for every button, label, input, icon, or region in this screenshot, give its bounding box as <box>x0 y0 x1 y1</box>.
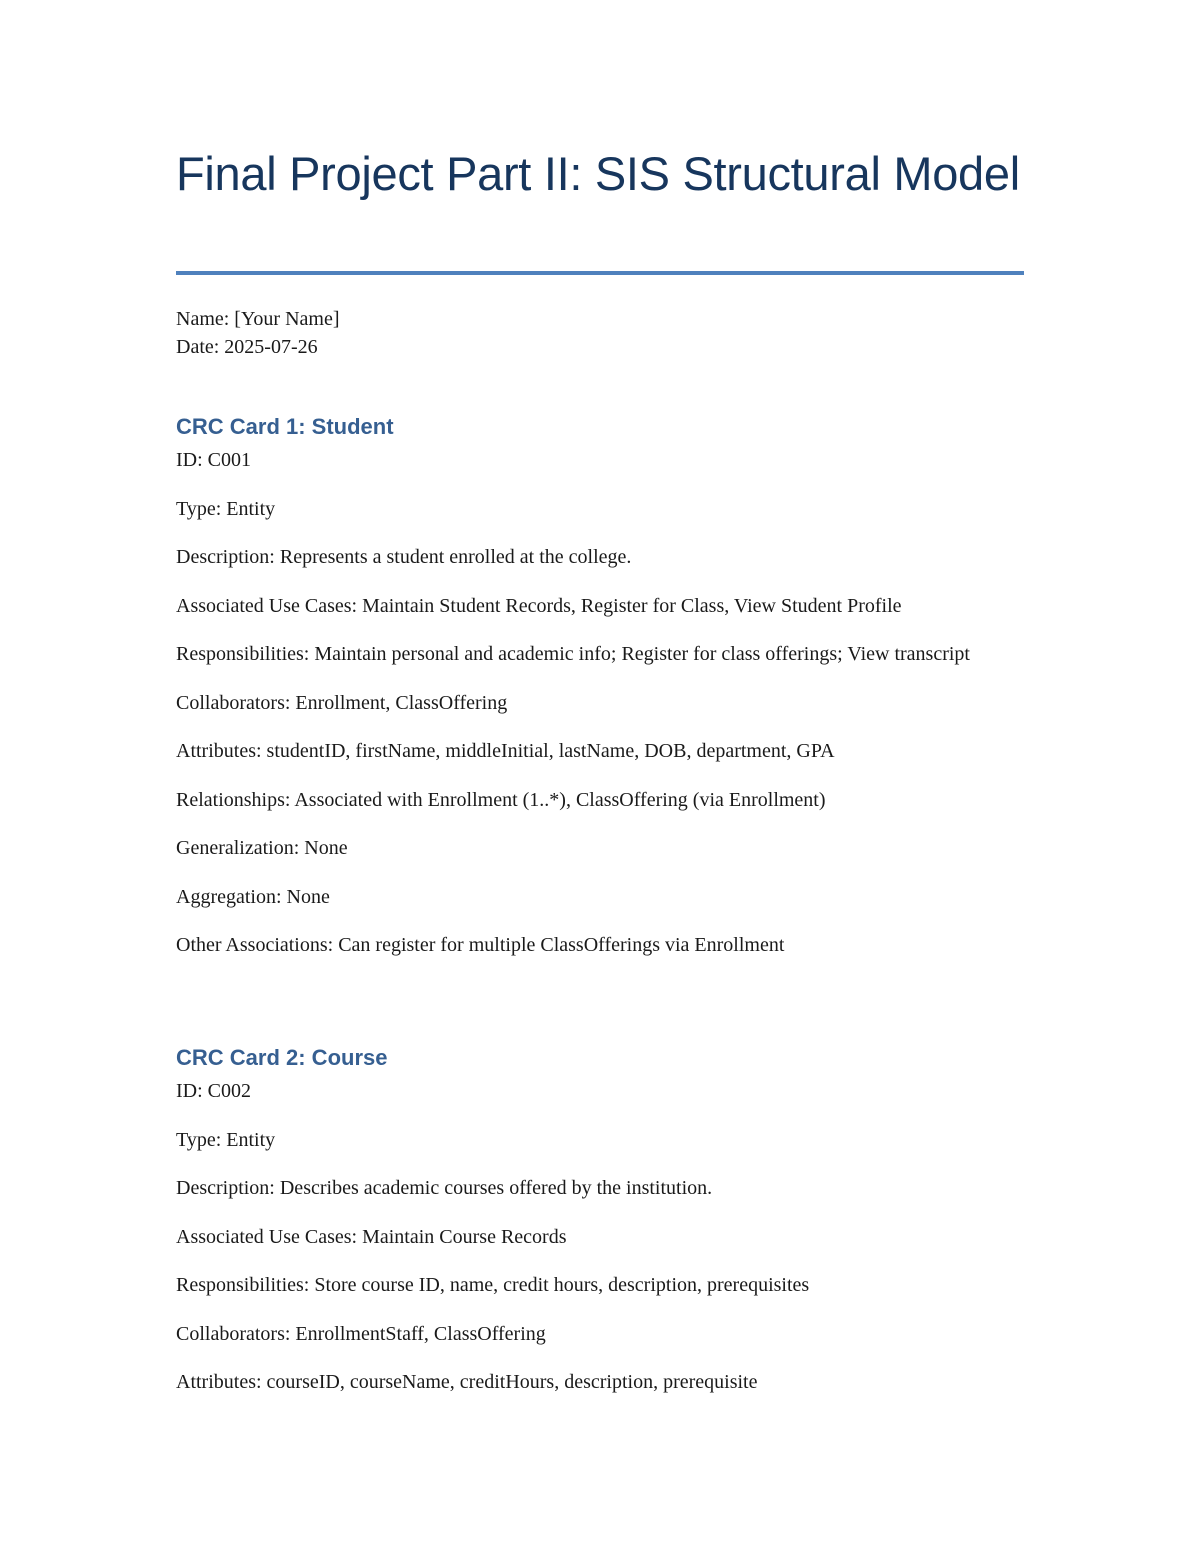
field-associated-use-cases: Associated Use Cases: Maintain Course Records <box>176 1225 567 1248</box>
crc-card-course <box>176 1043 1024 1417</box>
field-associated-use-cases: Associated Use Cases: Maintain Student Records, Register for Class, View Student Profile <box>176 594 902 617</box>
title-underline-rule <box>176 271 1024 275</box>
field-responsibilities: Responsibilities: Store course ID, name, credit hours, description, prerequisites <box>176 1274 810 1296</box>
field-attributes: Attributes: courseID, courseName, creditHours, description, prerequisite <box>176 1371 758 1393</box>
field-type: Type: Entity <box>176 497 276 520</box>
card-heading: CRC Card 2: Course <box>176 1045 388 1070</box>
field-id: ID: C001 <box>176 449 251 471</box>
field-aggregation: Aggregation: None <box>176 885 330 908</box>
field-collaborators: Collaborators: EnrollmentStaff, ClassOffering <box>176 1322 546 1345</box>
document-meta <box>176 305 340 361</box>
document-title: Final Project Part II: SIS Structural Model <box>176 147 1020 200</box>
crc-card-student <box>176 412 1024 980</box>
name-line: Name: [Your Name] <box>176 308 340 330</box>
card-heading: CRC Card 1: Student <box>176 414 394 439</box>
field-generalization: Generalization: None <box>176 837 348 859</box>
field-relationships: Relationships: Associated with Enrollment (1..*), ClassOffering (via Enrollment) <box>176 788 826 811</box>
field-description: Description: Represents a student enrolled at the college. <box>176 546 632 568</box>
field-id: ID: C002 <box>176 1080 251 1102</box>
field-collaborators: Collaborators: Enrollment, ClassOffering <box>176 691 508 714</box>
field-type: Type: Entity <box>176 1128 276 1151</box>
field-attributes: Attributes: studentID, firstName, middleInitial, lastName, DOB, department, GPA <box>176 740 835 762</box>
field-other-associations: Other Associations: Can register for multiple ClassOfferings via Enrollment <box>176 934 785 956</box>
field-responsibilities: Responsibilities: Maintain personal and academic info; Register for class offerings; View transcript <box>176 643 970 665</box>
date-line: Date: 2025-07-26 <box>176 336 318 358</box>
field-description: Description: Describes academic courses offered by the institution. <box>176 1177 713 1199</box>
